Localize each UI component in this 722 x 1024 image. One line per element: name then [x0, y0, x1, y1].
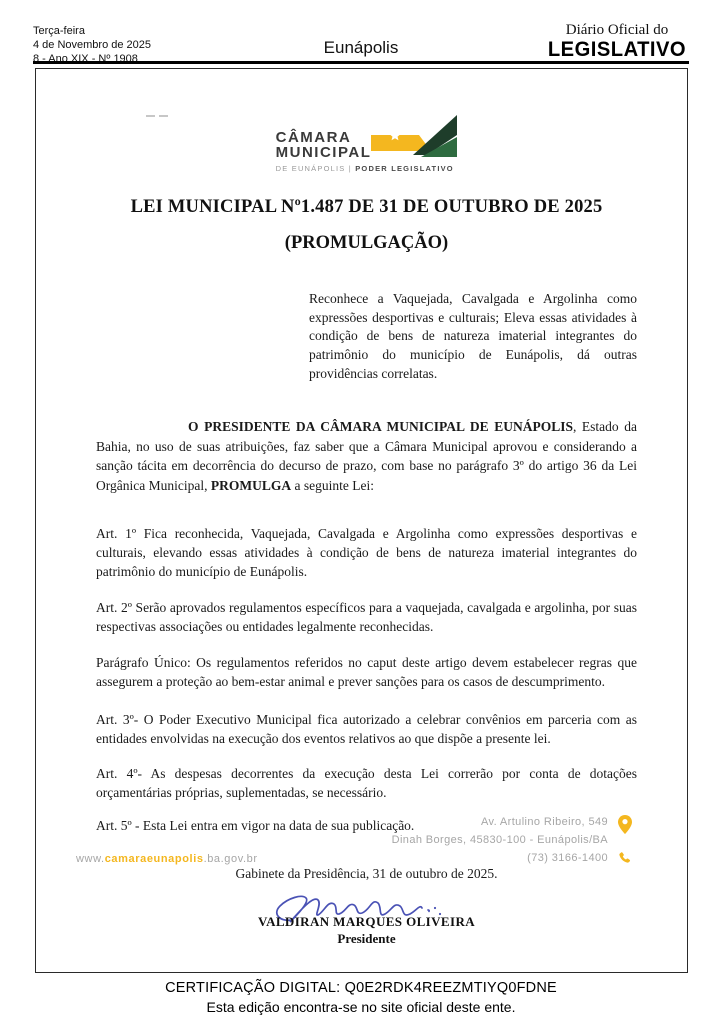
logo-subtitle-left: DE EUNÁPOLIS [275, 164, 346, 173]
preamble-text-1: , Estado da Bahia, no uso de suas atribuições, faz saber que a Câmara Municipal aprovou e considerando a sanção tácita em decorrência do decurso de prazo, com base no parágrafo 3º do artigo 36 da Lei Orgânica Municipal, [96, 419, 637, 493]
gazette-brand-bottom: LEGISLATIVO [547, 38, 687, 61]
article-3: Art. 3º- O Poder Executivo Municipal fica autorizado a celebrar convênios em parceria com as entidades envolvidas na execução dos eventos relativos ao que dispõe a presente lei. [96, 711, 637, 746]
signer-name: VALDIRAN MARQUES OLIVEIRA [257, 914, 476, 930]
article-4: Art. 4º- As despesas decorrentes da execução desta Lei correrão por conta de dotações orçamentárias próprias, suplementadas, se necessário. [96, 766, 637, 801]
phone-number: (73) 3166-1400 [527, 852, 608, 865]
preamble-promulga: PROMULGA [210, 477, 292, 493]
law-subtitle: (PROMULGAÇÃO) [284, 233, 449, 253]
article-5: Art. 5º - Esta Lei entra em vigor na data de sua publicação. [96, 818, 415, 834]
logo-subtitle-separator: | [348, 164, 352, 173]
certification-note: Esta edição encontra-se no site oficial deste ente. [206, 999, 516, 1015]
edition-number: 8 - Ano XIX - Nº 1908 [33, 53, 138, 66]
masthead-divider [33, 61, 689, 64]
law-ementa: Reconhece a Vaquejada, Cavalgada e Argolinha como expressões desportivas e culturais; Eleva essas atividades à condição de bens de natureza imaterial integrantes do patrimônio do município de Eunápolis, dá outras providências correlatas. [309, 291, 637, 381]
website-suffix: .ba.gov.br [203, 853, 258, 866]
flag-star-emblem-icon [309, 113, 457, 163]
contact-footer [76, 813, 633, 867]
masthead [33, 22, 689, 66]
gazette-brand [545, 22, 689, 60]
preamble-authority: O PRESIDENTE DA CÂMARA MUNICIPAL DE EUNÁPOLIS [188, 419, 573, 435]
address-block [392, 813, 633, 867]
scan-artifact [146, 115, 172, 119]
logo-line2: MUNICIPAL [275, 144, 372, 162]
logo-subtitle-right: PODER LEGISLATIVO [355, 164, 454, 173]
map-pin-icon [617, 814, 633, 835]
preamble-text-2: a seguinte Lei: [291, 477, 374, 493]
paragrafo-unico: Parágrafo Único: Os regulamentos referidos no caput deste artigo devem estabelecer regras que assegurem a proteção ao bem-estar animal e prever sanções para os casos de descumprimento. [96, 654, 637, 689]
website-prefix: www. [76, 853, 105, 866]
signer-role: Presidente [337, 931, 396, 947]
certification-code: CERTIFICAÇÃO DIGITAL: Q0E2RDK4REEZMTIYQ0FDNE [165, 980, 557, 996]
city-title: Eunápolis [323, 38, 399, 57]
edition-weekday: Terça-feira [33, 25, 85, 37]
place-date: Gabinete da Presidência, 31 de outubro de 2025. [235, 866, 498, 882]
camara-municipal-logo [276, 113, 458, 173]
address-line-2: Dinah Borges, 45830-100 - Eunápolis/BA [391, 834, 608, 847]
logo-line1: CÂMARA [275, 128, 352, 146]
edition-date: 4 de Novembro de 2025 [33, 39, 152, 52]
address-line-1: Av. Artulino Ribeiro, 549 [481, 816, 608, 828]
law-preamble [96, 417, 637, 495]
certification [0, 980, 722, 1015]
website-highlight: camaraeunapolis [104, 853, 204, 866]
gazette-brand-top: Diário Oficial do [565, 22, 669, 38]
signature-block [96, 884, 637, 947]
article-1: Art. 1º Fica reconhecida, Vaquejada, Cavalgada e Argolinha como expressões desportivas e culturais, elevando essas atividades à condição de bens de natureza imaterial integrantes do patrimônio do município de Eunápolis. [96, 526, 637, 580]
document-sheet [35, 68, 688, 973]
website-url [76, 853, 258, 867]
article-2: Art. 2º Serão aprovados regulamentos específicos para a vaquejada, cavalgada e argolinha, por suas respectivas associações ou entidades legalmente reconhecidas. [96, 600, 637, 634]
law-title: LEI MUNICIPAL Nº1.487 DE 31 DE OUTUBRO DE 2025 [130, 197, 603, 217]
phone-icon [617, 851, 632, 866]
logo-subtitle [276, 164, 458, 173]
